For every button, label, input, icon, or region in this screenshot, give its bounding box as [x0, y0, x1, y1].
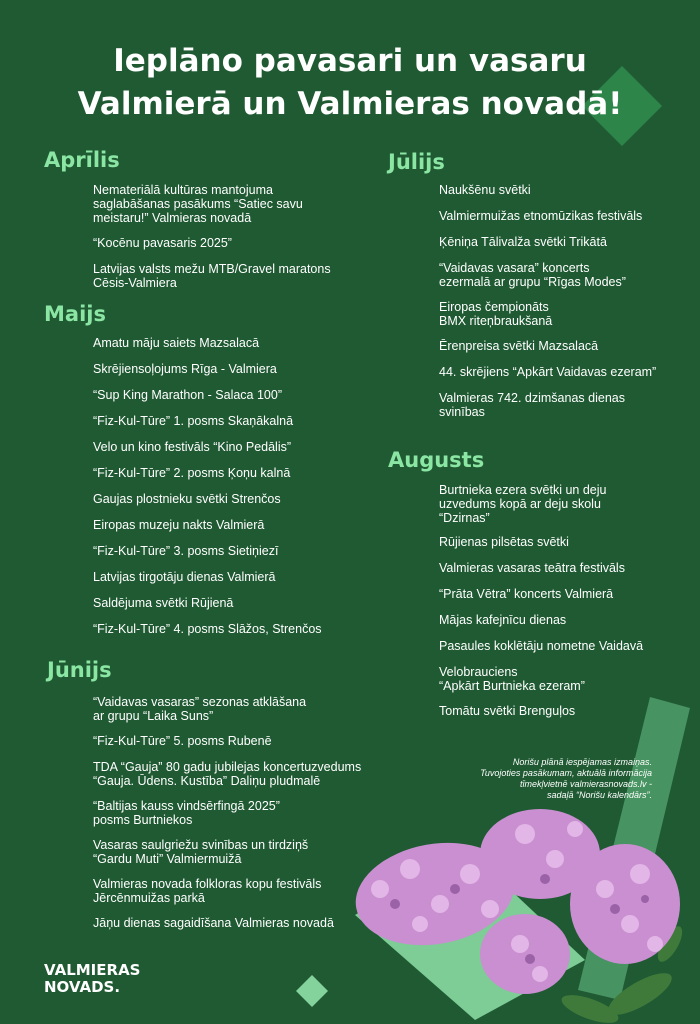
month-heading: Augusts [388, 448, 485, 472]
title-line-1: Ieplāno pavasari un vasaru [113, 43, 587, 79]
event-title-line: ar grupu “Laika Suns” [93, 709, 214, 723]
event-title-line: “Fiz-Kul-Tūre” 2. posms Ķoņu kalnā [93, 466, 291, 480]
event-title [93, 362, 277, 376]
event-title-line: “Dzirnas” [439, 511, 490, 525]
event-title-line: posms Burtniekos [93, 813, 193, 827]
event-title-line: “Prāta Vētra” koncerts Valmierā [439, 587, 614, 601]
event-title-line: Skrējiensoļojums Rīga - Valmiera [93, 362, 277, 376]
event-title-line: “Fiz-Kul-Tūre” 1. posms Skaņākalnā [93, 414, 294, 428]
event-title-line: uzvedums kopā ar deju skolu [439, 497, 601, 511]
event-title-line: Saldējuma svētki Rūjienā [93, 596, 234, 610]
event-title [439, 365, 656, 379]
event-title [93, 518, 264, 532]
event-title-line: Velobrauciens [439, 665, 518, 679]
event-title-line: “Vaidavas vasara” koncerts [439, 261, 590, 275]
event-title [93, 544, 278, 558]
month-heading: Maijs [44, 302, 106, 326]
event-title [93, 596, 233, 610]
month-heading: Jūlijs [388, 150, 445, 174]
event-title-line: Velo un kino festivāls “Kino Pedālis” [93, 440, 292, 454]
event-title [93, 466, 290, 480]
event-title [93, 760, 361, 788]
logo-line-1: VALMIERAS [44, 961, 141, 979]
note-line-2: Tuvojoties pasākumam, aktuālā informācija [480, 768, 652, 778]
disclaimer-note [420, 757, 652, 801]
event-title [439, 704, 575, 718]
event-title [439, 665, 585, 693]
event-title [439, 483, 606, 525]
event-title-line: Jērcēnmuižas parkā [93, 891, 205, 905]
event-title [93, 183, 303, 225]
event-title-line: Valmieras 742. dzimšanas dienas [439, 391, 625, 405]
event-title [93, 492, 281, 506]
event-title [93, 570, 276, 584]
event-title [439, 300, 552, 328]
event-title [93, 916, 334, 930]
event-title [93, 336, 259, 350]
event-title-line: Eiropas muzeju nakts Valmierā [93, 518, 265, 532]
event-title-line: Valmieras novada folkloras kopu festivāls [93, 877, 322, 891]
event-title-line: BMX riteņbraukšanā [439, 314, 553, 328]
event-title-line: “Fiz-Kul-Tūre” 5. posms Rubenē [93, 734, 272, 748]
event-title-line: “Fiz-Kul-Tūre” 4. posms Slāžos, Strenčos [93, 622, 322, 636]
event-title [439, 535, 569, 549]
page-title [0, 40, 700, 126]
event-title [439, 261, 626, 289]
event-title-line: Vasaras saulgriežu svinības un tirdziņš [93, 838, 309, 852]
event-title-line: “Sup King Marathon - Salaca 100” [93, 388, 282, 402]
event-title [93, 734, 272, 748]
event-title-line: “Baltijas kauss vindsērfingā 2025” [93, 799, 280, 813]
event-title-line: Burtnieka ezera svētki un deju [439, 483, 607, 497]
event-title-line: Mājas kafejnīcu dienas [439, 613, 567, 627]
event-title [93, 877, 321, 905]
event-title-line: “Vaidavas vasaras” sezonas atklāšana [93, 695, 307, 709]
event-title-line: ezermalā ar grupu “Rīgas Modes” [439, 275, 626, 289]
valmieras-novads-logo [44, 962, 140, 996]
event-title-line: Valmiermuižas etnomūzikas festivāls [439, 209, 643, 223]
event-title-line: “Gauja. Ūdens. Kustība” Daliņu pludmalē [93, 774, 321, 788]
note-line-1: Norišu plānā iespējamas izmaiņas. [512, 757, 652, 767]
event-title [93, 414, 293, 428]
event-title [439, 639, 643, 653]
month-heading: Aprīlis [44, 148, 120, 172]
month-heading: Jūnijs [47, 658, 112, 682]
event-title [439, 613, 566, 627]
event-title [93, 799, 280, 827]
event-title [93, 236, 232, 250]
event-title-line: Naukšēnu svētki [439, 183, 531, 197]
event-title-line: Nemateriālā kultūras mantojuma [93, 183, 273, 197]
event-title-line: “Apkārt Burtnieka ezeram” [439, 679, 585, 693]
small-diamond-shape [296, 975, 328, 1007]
event-title [439, 561, 625, 575]
event-title-line: Tomātu svētki Brenguļos [439, 704, 576, 718]
event-title-line: 44. skrējiens “Apkārt Vaidavas ezeram” [439, 365, 657, 379]
logo-line-2: NOVADS. [44, 978, 121, 996]
event-title [93, 695, 306, 723]
event-title [93, 388, 282, 402]
event-title-line: Rūjienas pilsētas svētki [439, 535, 569, 549]
event-title [93, 622, 322, 636]
lilac-flower-illustration [340, 794, 700, 1024]
event-title-line: Cēsis-Valmiera [93, 276, 177, 290]
event-title-line: Ķēniņa Tālivalža svētki Trikātā [439, 235, 607, 249]
event-title [439, 339, 598, 353]
note-line-3: tīmekļvietnē valmierasnovads.lv - [519, 779, 652, 789]
event-title-line: svinības [439, 405, 485, 419]
event-title [439, 183, 531, 197]
event-title [93, 838, 308, 866]
event-title-line: “Gardu Muti” Valmiermuižā [93, 852, 242, 866]
event-title-line: Eiropas čempionāts [439, 300, 549, 314]
event-title [93, 262, 331, 290]
title-line-2: Valmierā un Valmieras novadā! [77, 86, 623, 122]
event-title-line: saglabāšanas pasākums “Satiec savu [93, 197, 303, 211]
event-title-line: Gaujas plostnieku svētki Strenčos [93, 492, 281, 506]
event-title [439, 587, 613, 601]
event-title [439, 391, 625, 419]
event-title [439, 235, 607, 249]
event-title-line: Latvijas tirgotāju dienas Valmierā [93, 570, 276, 584]
event-title-line: “Kocēnu pavasaris 2025” [93, 236, 232, 250]
event-title-line: meistaru!” Valmieras novadā [93, 211, 252, 225]
event-title-line: Latvijas valsts mežu MTB/Gravel maratons [93, 262, 331, 276]
event-title-line: Jāņu dienas sagaidīšana Valmieras novadā [93, 916, 334, 930]
note-line-4: sadaļā “Norišu kalendārs”. [546, 790, 652, 800]
event-title-line: Pasaules koklētāju nometne Vaidavā [439, 639, 644, 653]
event-title [93, 440, 291, 454]
event-title [439, 209, 642, 223]
event-title-line: Amatu māju saiets Mazsalacā [93, 336, 260, 350]
event-title-line: TDA “Gauja” 80 gadu jubilejas koncertuzvedums [93, 760, 362, 774]
event-title-line: Ērenpreisa svētki Mazsalacā [439, 339, 599, 353]
event-title-line: Valmieras vasaras teātra festivāls [439, 561, 625, 575]
event-title-line: “Fiz-Kul-Tūre” 3. posms Sietiņiezī [93, 544, 279, 558]
